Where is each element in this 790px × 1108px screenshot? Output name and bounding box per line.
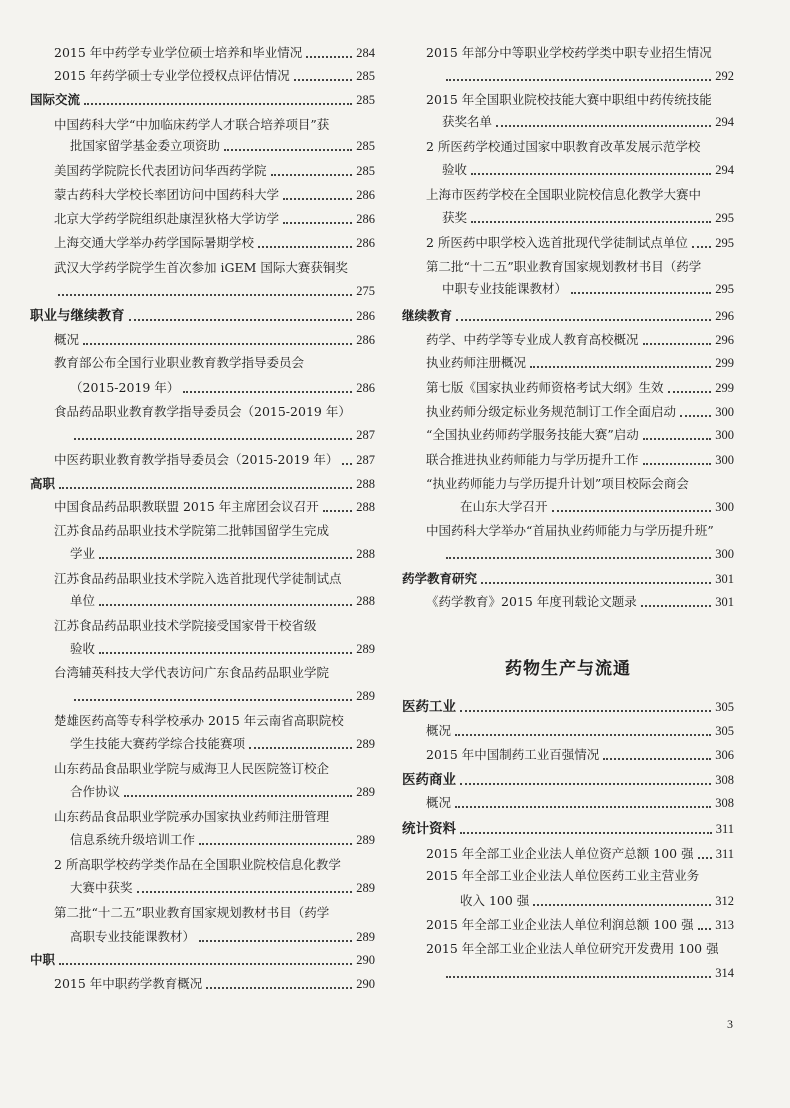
toc-entry: [30, 928, 375, 946]
entry-title: 武汉大学药学院学生首次参加 iGEM 国际大赛获铜奖: [54, 260, 348, 275]
page-ref: 300: [715, 428, 734, 442]
page-ref: 313: [715, 918, 734, 932]
entry-title: 2 所医药学校通过国家中职教育改革发展示范学校: [426, 139, 701, 154]
toc-entry: [402, 403, 734, 421]
toc-entry: [30, 137, 375, 155]
toc-entry: [402, 722, 734, 740]
page-ref: 285: [356, 139, 375, 153]
entry-title: 2015 年全国职业院校技能大赛中职组中药传统技能: [426, 92, 712, 107]
page-ref: 305: [715, 724, 734, 738]
page-ref: 286: [356, 381, 375, 395]
toc-entry: [402, 209, 734, 227]
dot-leader: [294, 79, 352, 81]
entry-title: 批国家留学基金委立项资助: [70, 138, 221, 153]
page-ref: 285: [356, 69, 375, 83]
toc-entry: [30, 67, 375, 85]
page-ref: 285: [356, 93, 375, 107]
toc-entry: [402, 451, 734, 469]
toc-entry: [402, 867, 734, 885]
entry-title: （2015-2019 年）: [70, 380, 180, 395]
toc-entry: [402, 379, 734, 397]
heading-text: 中职: [30, 952, 56, 967]
entry-title: 验收: [442, 162, 468, 177]
toc-entry: [402, 280, 734, 298]
entry-title: 中职专业技能课教材）: [442, 281, 568, 296]
toc-entry: [402, 940, 734, 958]
dot-leader: [249, 747, 352, 749]
entry-title: 美国药学院院长代表团访问华西药学院: [54, 163, 267, 178]
toc-entry: [30, 210, 375, 228]
entry-title: 单位: [70, 593, 96, 608]
toc-entry: [30, 712, 375, 730]
entry-title: 中国食品药品职教联盟 2015 年主席团会议召开: [54, 499, 319, 514]
heading-text: 国际交流: [30, 92, 81, 107]
entry-title: 2015 年中职药学教育概况: [54, 976, 203, 991]
entry-title: 山东药品食品职业学院与威海卫人民医院签订校企: [54, 761, 330, 776]
toc-entry: [30, 116, 375, 134]
dot-leader: [460, 783, 711, 785]
entry-title: 中国药科大学举办“首届执业药师能力与学历提升班”: [426, 523, 714, 538]
entry-title: 2015 年药学硕士专业学位授权点评估情况: [54, 68, 290, 83]
page-ref: 305: [715, 700, 734, 714]
dot-leader: [199, 843, 352, 845]
page-ref: 296: [715, 333, 734, 347]
heading-text: 统计资料: [402, 821, 456, 837]
dot-leader: [124, 795, 352, 797]
dot-leader: [283, 222, 352, 224]
entry-title: 执业药师分级定标业务规范制订工作全面启动: [426, 404, 677, 419]
dot-leader: [456, 319, 711, 321]
toc-entry: [30, 760, 375, 778]
toc-entry: [30, 856, 375, 874]
toc-entry: [402, 67, 734, 85]
dot-leader: [496, 125, 711, 127]
heading-text: 医药商业: [402, 772, 456, 788]
entry-title: 台湾辅英科技大学代表访问广东食品药品职业学院: [54, 665, 330, 680]
toc-entry: [402, 593, 734, 611]
entry-title: 概况: [426, 795, 452, 810]
page-ref: 301: [715, 595, 734, 609]
entry-title: 蒙古药科大学校长率团访问中国药科大学: [54, 187, 280, 202]
page-ref: 312: [715, 894, 734, 908]
dot-leader: [471, 221, 711, 223]
page-ref: 311: [715, 822, 734, 836]
entry-title: 在山东大学召开: [460, 499, 548, 514]
page-ref: 285: [356, 164, 375, 178]
page-ref: 300: [715, 453, 734, 467]
toc-entry: [30, 379, 375, 397]
toc-section-heading: [402, 771, 734, 789]
toc-entry: [30, 282, 375, 300]
entry-title: 执业药师注册概况: [426, 355, 527, 370]
entry-title: “全国执业药师药学服务技能大赛”启动: [426, 427, 639, 442]
dot-leader: [460, 832, 712, 834]
entry-title: 上海交通大学举办药学国际暑期学校: [54, 235, 255, 250]
page-ref: 289: [356, 689, 375, 703]
page-ref: 300: [715, 547, 734, 561]
entry-title: 第七版《国家执业药师资格考试大纲》生效: [426, 380, 664, 395]
page-ref: 289: [356, 930, 375, 944]
entry-title: 上海市医药学校在全国职业院校信息化教学大赛中: [426, 187, 702, 202]
entry-title: 2015 年全部工业企业法人单位医药工业主营业务: [426, 868, 700, 883]
toc-entry: [402, 331, 734, 349]
dot-leader: [641, 605, 711, 607]
page-ref: 289: [356, 833, 375, 847]
dot-leader: [271, 174, 353, 176]
page-ref: 299: [715, 356, 734, 370]
entry-title: 教育部公布全国行业职业教育教学指导委员会: [54, 355, 305, 370]
entry-title: 大赛中获奖: [70, 880, 133, 895]
page-ref: 295: [715, 211, 734, 225]
dot-leader: [552, 510, 712, 512]
entry-title: 学生技能大赛药学综合技能赛项: [70, 736, 246, 751]
toc-entry: [402, 498, 734, 516]
toc-section-heading: [402, 307, 734, 325]
toc-entry: [30, 617, 375, 635]
page-ref: 288: [356, 500, 375, 514]
heading-text: 药学教育研究: [402, 571, 478, 586]
dot-leader: [99, 604, 352, 606]
entry-title: 获奖: [442, 210, 468, 225]
page-ref: 299: [715, 381, 734, 395]
page-ref: 300: [715, 500, 734, 514]
toc-entry: [30, 331, 375, 349]
page-ref: 290: [356, 977, 375, 991]
page-ref: 286: [356, 188, 375, 202]
page-ref: 300: [715, 405, 734, 419]
dot-leader: [692, 246, 711, 248]
page-ref: 294: [715, 163, 734, 177]
toc-entry: [30, 735, 375, 753]
page-ref: 308: [715, 796, 734, 810]
entry-title: 2015 年中国制药工业百强情况: [426, 747, 600, 762]
toc-entry: [402, 545, 734, 563]
page-ref: 286: [356, 212, 375, 226]
entry-title: 山东药品食品职业学院承办国家执业药师注册管理: [54, 809, 330, 824]
toc-entry: [402, 113, 734, 131]
dot-leader: [698, 857, 712, 859]
toc-entry: [402, 426, 734, 444]
toc-entry: [30, 808, 375, 826]
dot-leader: [455, 806, 711, 808]
entry-title: 2015 年全部工业企业法人单位资产总额 100 强: [426, 846, 694, 861]
page-ref: 275: [356, 284, 375, 298]
dot-leader: [530, 366, 711, 368]
entry-title: 江苏食品药品职业技术学院接受国家骨干校省级: [54, 618, 317, 633]
page-ref: 306: [715, 748, 734, 762]
heading-text: 高职: [30, 476, 56, 491]
page-ref: 290: [356, 953, 375, 967]
page-ref: 284: [356, 46, 375, 60]
page-ref: 296: [715, 309, 734, 323]
dot-leader: [183, 391, 352, 393]
page-ref: 287: [356, 428, 375, 442]
dot-leader: [446, 976, 711, 978]
toc-entry: [30, 975, 375, 993]
entry-title: 2015 年中药学专业学位硕士培养和毕业情况: [54, 45, 303, 60]
entry-title: 概况: [54, 332, 80, 347]
toc-entry: [30, 664, 375, 682]
dot-leader: [99, 652, 352, 654]
toc-entry: [402, 475, 734, 493]
dot-leader: [446, 79, 711, 81]
toc-entry: [402, 234, 734, 252]
dot-leader: [643, 343, 712, 345]
entry-title: “执业药师能力与学历提升计划”项目校际会商会: [426, 476, 689, 491]
dot-leader: [129, 319, 353, 321]
toc-section-heading: [30, 475, 375, 493]
toc-entry: [30, 545, 375, 563]
dot-leader: [481, 582, 711, 584]
toc-entry: [30, 498, 375, 516]
toc-entry: [402, 186, 734, 204]
entry-title: 收入 100 强: [460, 893, 530, 908]
page-number: 3: [727, 1017, 733, 1031]
dot-leader: [99, 557, 352, 559]
toc-entry: [30, 687, 375, 705]
toc-entry: [30, 259, 375, 277]
dot-leader: [199, 940, 352, 942]
entry-title: 联合推进执业药师能力与学历提升工作: [426, 452, 639, 467]
toc-section-heading: [402, 820, 734, 838]
toc-entry: [402, 746, 734, 764]
toc-entry: [402, 794, 734, 812]
entry-title: 江苏食品药品职业技术学院第二批韩国留学生完成: [54, 523, 330, 538]
page-ref: 286: [356, 236, 375, 250]
page-ref: 308: [715, 773, 734, 787]
toc-entry: [402, 845, 734, 863]
dot-leader: [471, 173, 711, 175]
page-ref: 289: [356, 785, 375, 799]
toc-entry: [30, 426, 375, 444]
toc-entry: [402, 258, 734, 276]
page-ref: 314: [715, 966, 734, 980]
entry-title: 高职专业技能课教材）: [70, 929, 196, 944]
page-ref: 286: [356, 309, 375, 323]
dot-leader: [224, 149, 352, 151]
toc-section-heading: [402, 698, 734, 716]
dot-leader: [455, 734, 711, 736]
toc-entry: [402, 916, 734, 934]
dot-leader: [680, 415, 711, 417]
dot-leader: [446, 557, 711, 559]
toc-entry: [402, 44, 734, 62]
dot-leader: [59, 487, 352, 489]
page-ref: 294: [715, 115, 734, 129]
dot-leader: [84, 103, 352, 105]
dot-leader: [74, 438, 352, 440]
dot-leader: [698, 928, 712, 930]
dot-leader: [460, 710, 711, 712]
dot-leader: [571, 292, 711, 294]
dot-leader: [323, 510, 352, 512]
entry-title: 食品药品职业教育教学指导委员会（2015-2019 年）: [54, 404, 351, 419]
page-ref: 289: [356, 642, 375, 656]
entry-title: 学业: [70, 546, 96, 561]
page-ref: 286: [356, 333, 375, 347]
toc-entry: [30, 186, 375, 204]
toc-entry: [402, 138, 734, 156]
toc-entry: [402, 964, 734, 982]
page-ref: 301: [715, 572, 734, 586]
toc-entry: [30, 783, 375, 801]
entry-title: 2 所医药中职学校入选首批现代学徒制试点单位: [426, 235, 688, 250]
toc-entry: [30, 570, 375, 588]
page-ref: 288: [356, 477, 375, 491]
toc-entry: [30, 640, 375, 658]
page-ref: 288: [356, 594, 375, 608]
toc-section-heading: [30, 307, 375, 325]
dot-leader: [342, 463, 352, 465]
toc-entry: [402, 91, 734, 109]
entry-title: 药学、中药学等专业成人教育高校概况: [426, 332, 639, 347]
entry-title: 江苏食品药品职业技术学院入选首批现代学徒制试点: [54, 571, 342, 586]
toc-entry: [30, 162, 375, 180]
toc-entry: [402, 161, 734, 179]
page-ref: 289: [356, 737, 375, 751]
toc-entry: [30, 904, 375, 922]
toc-section-heading: [30, 951, 375, 969]
dot-leader: [83, 343, 352, 345]
heading-text: 职业与继续教育: [30, 308, 125, 324]
dot-leader: [59, 963, 352, 965]
page-ref: 295: [715, 282, 734, 296]
page-ref: 295: [715, 236, 734, 250]
entry-title: 2 所高职学校药学类作品在全国职业院校信息化教学: [54, 857, 341, 872]
entry-title: 2015 年部分中等职业学校药学类中职专业招生情况: [426, 45, 712, 60]
dot-leader: [643, 463, 712, 465]
entry-title: 合作协议: [70, 784, 121, 799]
entry-title: 信息系统升级培训工作: [70, 832, 196, 847]
entry-title: 北京大学药学院组织赴康涅狄格大学访学: [54, 211, 280, 226]
page-ref: 288: [356, 547, 375, 561]
dot-leader: [137, 891, 353, 893]
heading-text: 继续教育: [402, 308, 453, 323]
page-ref: 292: [715, 69, 734, 83]
entry-title: 中国药科大学“中加临床药学人才联合培养项目”获: [54, 117, 330, 132]
toc-entry: [30, 354, 375, 372]
entry-title: 中医药职业教育教学指导委员会（2015-2019 年）: [54, 452, 339, 467]
page-ref: 289: [356, 881, 375, 895]
toc-section-heading: [402, 570, 734, 588]
dot-leader: [533, 904, 711, 906]
page-ref: 311: [715, 847, 734, 861]
toc-section-heading: [30, 91, 375, 109]
entry-title: 第二批“十二五”职业教育国家规划教材书目（药学: [426, 259, 702, 274]
toc-entry: [30, 44, 375, 62]
toc-entry: [30, 451, 375, 469]
heading-text: 医药工业: [402, 699, 456, 715]
dot-leader: [206, 987, 352, 989]
toc-entry: [30, 403, 375, 421]
toc-entry: [402, 892, 734, 910]
toc-entry: [402, 522, 734, 540]
entry-title: 获奖名单: [442, 114, 493, 129]
dot-leader: [643, 438, 711, 440]
dot-leader: [283, 198, 352, 200]
dot-leader: [258, 246, 352, 248]
entry-title: 《药学教育》2015 年度刊载论文题录: [426, 594, 637, 609]
dot-leader: [306, 56, 352, 58]
toc-entry: [402, 354, 734, 372]
entry-title: 概况: [426, 723, 452, 738]
entry-title: 第二批“十二五”职业教育国家规划教材书目（药学: [54, 905, 330, 920]
dot-leader: [58, 294, 352, 296]
toc-entry: [30, 879, 375, 897]
toc-entry: [30, 234, 375, 252]
toc-entry: [30, 831, 375, 849]
entry-title: 楚雄医药高等专科学校承办 2015 年云南省高职院校: [54, 713, 344, 728]
section-title: 药物生产与流通: [505, 659, 631, 679]
entry-title: 验收: [70, 641, 96, 656]
toc-entry: [30, 522, 375, 540]
entry-title: 2015 年全部工业企业法人单位利润总额 100 强: [426, 917, 694, 932]
toc-entry: [30, 592, 375, 610]
page-ref: 287: [356, 453, 375, 467]
dot-leader: [74, 699, 352, 701]
dot-leader: [668, 391, 712, 393]
dot-leader: [603, 758, 711, 760]
entry-title: 2015 年全部工业企业法人单位研究开发费用 100 强: [426, 941, 719, 956]
